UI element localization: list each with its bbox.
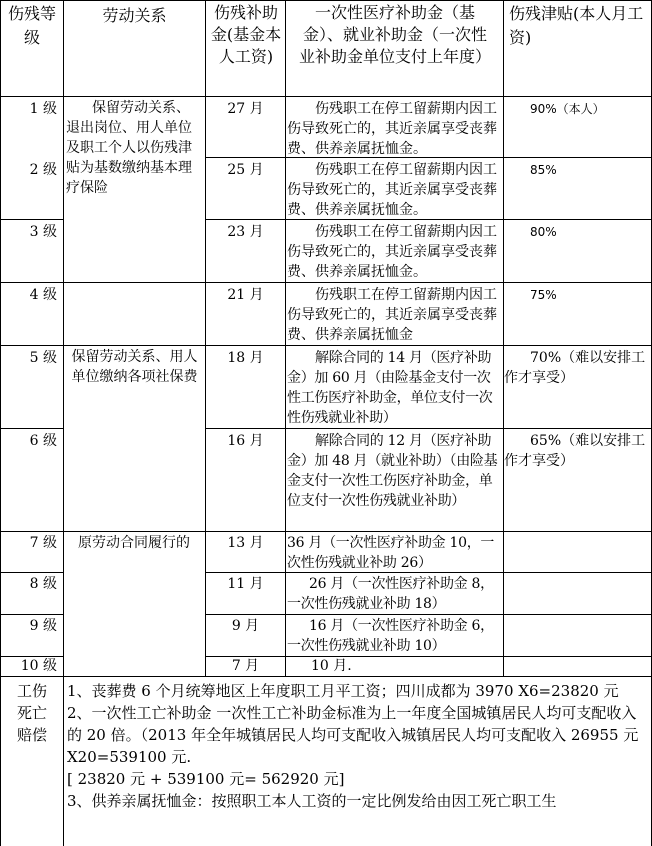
rule-row8 [0,614,63,615]
months-cell: 25 月 [227,162,264,178]
one-time-cell: 16 月（一次性医疗补助金 6，一次性伤残就业补助 10） [287,618,494,654]
months-cell: 11 月 [227,576,264,592]
months-cell: 7 月 [231,658,260,674]
level-cell: 2 级 [29,162,57,178]
one-time-cell: 伤残职工在停工留薪期内因工伤导致死亡的，其近亲属享受丧葬费、供养亲属抚恤金。 [287,162,497,218]
header-labor: 劳动关系 [102,6,167,25]
one-time-cell: 36 月（一次性医疗补助金 10，一次性伤残就业补助 26） [287,535,495,571]
level-cell: 7 级 [29,535,57,551]
rule-row10 [0,676,652,677]
rule-top [0,0,652,1]
rule-row7 [0,572,63,573]
level-cell: 3 级 [29,224,57,240]
level-cell: 1 级 [29,101,57,117]
rule-row3 [0,282,652,283]
months-cell: 9 月 [231,618,260,634]
rule-row6 [0,531,652,532]
level-cell: 6 级 [29,433,57,449]
rule-row2 [0,219,63,220]
one-time-cell: 伤残职工在停工留薪期内因工伤导致死亡的，其近亲属享受丧葬费、供养亲属抚恤金。 [287,224,497,280]
death-line-1: 1、丧葬费 6 个月统筹地区上年度职工月平工资；四川成都为 3970 X6=23820 元 [67,682,619,700]
level-cell: 4 级 [29,287,57,303]
labor-group-2: 保留劳动关系、用人单位缴纳各项社保费 [71,349,198,385]
allowance-cell: 65%（难以安排工作才享受） [504,433,646,469]
header-allowance: 伤残津贴(本人月工资) [509,4,644,47]
months-cell: 23 月 [227,224,264,240]
allowance-cell: 75% [530,288,557,302]
death-line-3: [ 23820 元 + 539100 元= 562920 元] [67,770,345,788]
months-cell: 27 月 [227,101,264,117]
labor-group-3: 原劳动合同履行的 [78,535,190,551]
one-time-cell: 26 月（一次性医疗补助金 8，一次性伤残就业补助 18） [287,576,494,612]
level-cell: 10 级 [20,658,57,674]
labor-group-1: 保留劳动关系、退出岗位、用人单位及职工个人以伤残津贴为基数缴纳基本理疗保险 [66,100,192,196]
one-time-cell: 伤残职工在停工留薪期内因工伤导致死亡的，其近亲属享受丧葬费、供养亲属抚恤金。 [287,101,497,157]
header-disability-subsidy: 伤残补助金(基金本人工资) [210,3,282,66]
header-one-time: 一次性医疗补助金（基金）、就业补助金（一次性业补助金单位支付上年度） [299,3,492,66]
rule-row8b [205,614,652,615]
rule-row5b [205,428,652,429]
one-time-cell: 解除合同的 14 月（医疗补助金）加 60 月（由险基金支付一次性工伤医疗补助金，单位支付一次性伤残就业补助） [287,350,493,426]
level-cell: 5 级 [29,350,57,366]
rule-col3 [285,0,286,676]
one-time-cell: 10 月. [311,658,352,674]
one-time-cell: 伤残职工在停工留薪期内因工伤导致死亡的，其近亲属享受丧葬费、供养亲属抚恤金 [287,287,497,343]
level-cell: 9 级 [29,618,57,634]
level-cell: 8 级 [29,576,57,592]
allowance-cell: 70%（难以安排工作才享受） [504,350,646,386]
months-cell: 13 月 [227,535,264,551]
death-details [67,680,649,812]
rule-row4 [0,345,652,346]
rule-row5 [0,428,63,429]
allowance-cell: 80% [530,225,557,239]
months-cell: 21 月 [227,287,264,303]
death-line-2: 2、一次性工亡补助金 一次性工亡补助金标准为上一年度全国城镇居民人均可支配收入的 20 倍。（2013 年全年城镇居民人均可支配收入城镇居民人均可支配收入 26955 元 X20=539100 元. [67,704,639,766]
header-level: 伤残等级 [8,4,57,47]
one-time-cell: 解除合同的 12 月（医疗补助金）加 48 月（就业补助）（由险基金支付一次性工伤医疗补助金，单位支付一次性伤残就业补助） [287,433,498,509]
allowance-cell: 85% [530,163,557,177]
rule-header-bottom [0,96,652,97]
months-cell: 18 月 [227,350,264,366]
allowance-cell: 90%（本人） [530,102,605,116]
months-cell: 16 月 [227,433,264,449]
rule-col1 [63,0,64,846]
death-line-4: 3、供养亲属抚恤金：按照职工本人工资的一定比例发给由因工死亡职工生 [67,792,557,810]
rule-left [0,0,1,846]
death-label: 工伤死亡赔偿 [16,682,47,744]
